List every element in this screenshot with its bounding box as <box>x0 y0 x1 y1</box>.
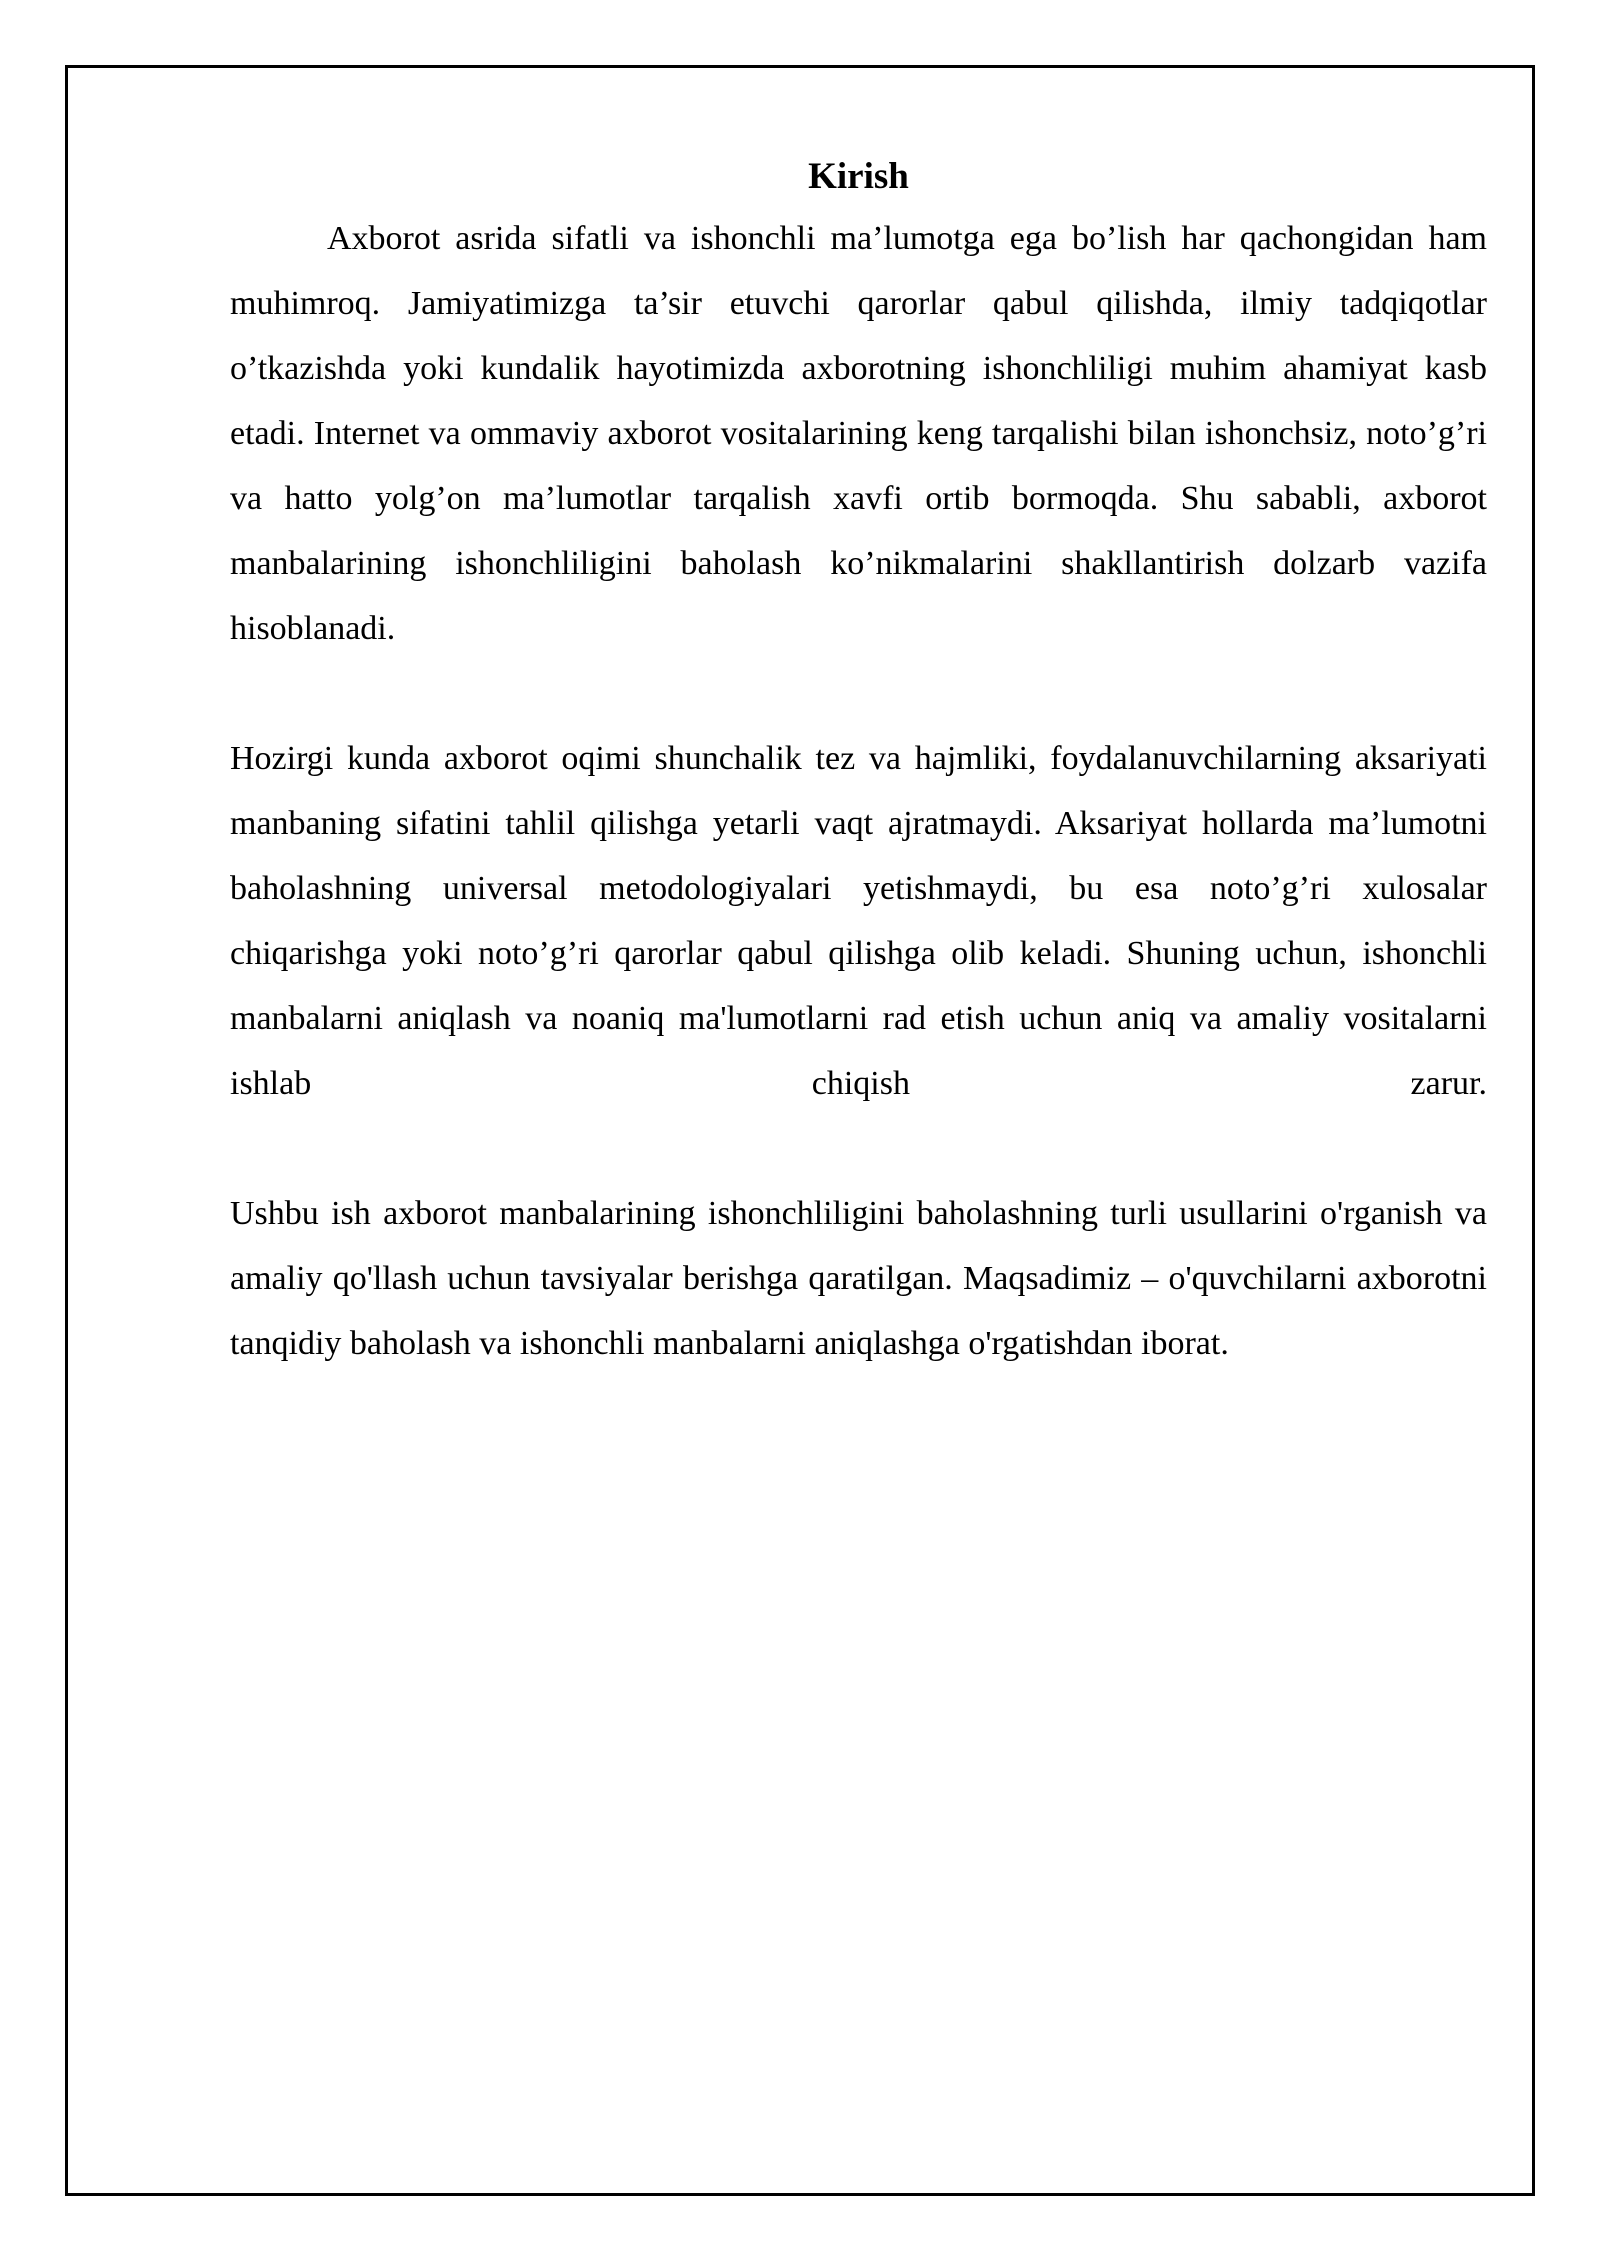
paragraph-spacer <box>230 661 1487 726</box>
paragraph-spacer <box>230 1116 1487 1181</box>
paragraph-goal: Ushbu ish axborot manbalarining ishonchliligini baholashning turli usullarini o'rganish va amaliy qo'llash uchun tavsiyalar berishga qaratilgan. Maqsadimiz – o'quvchilarni axborotni tanqidiy baholash va ishonchli manbalarni aniqlashga o'rgatishdan iborat. <box>230 1195 1487 1362</box>
page-title: Kirish <box>808 156 909 197</box>
document-body <box>230 150 1487 1376</box>
paragraph-intro: Axborot asrida sifatli va ishonchli ma’lumotga ega bo’lish har qachongidan ham muhimroq. Jamiyatimizga ta’sir etuvchi qarorlar qabul qilishda, ilmiy tadqiqotlar o’tkazishda yoki kundalik hayotimizda axborotning ishonchliligi muhim ahamiyat kasb etadi. Internet va ommaviy axborot vositalarining keng tarqalishi bilan ishonchsiz, noto’g’ri va hatto yolg’on ma’lumotlar tarqalish xavfi ortib bormoqda. Shu sababli, axborot manbalarining ishonchliligini baholash ko’nikmalarini shakllantirish dolzarb vazifa hisoblanadi. <box>230 220 1487 647</box>
paragraph-problem: Hozirgi kunda axborot oqimi shunchalik tez va hajmliki, foydalanuvchilarning aksariyati manbaning sifatini tahlil qilishga yetarli vaqt ajratmaydi. Aksariyat hollarda ma’lumotni baholashning universal metodologiyalari yetishmaydi, bu esa noto’g’ri xulosalar chiqarishga yoki noto’g’ri qarorlar qabul qilishga olib keladi. Shuning uchun, ishonchli manbalarni aniqlash va noaniq ma'lumotlarni rad etish uchun aniq va amaliy vositalarni ishlab chiqish zarur. <box>230 740 1487 1102</box>
